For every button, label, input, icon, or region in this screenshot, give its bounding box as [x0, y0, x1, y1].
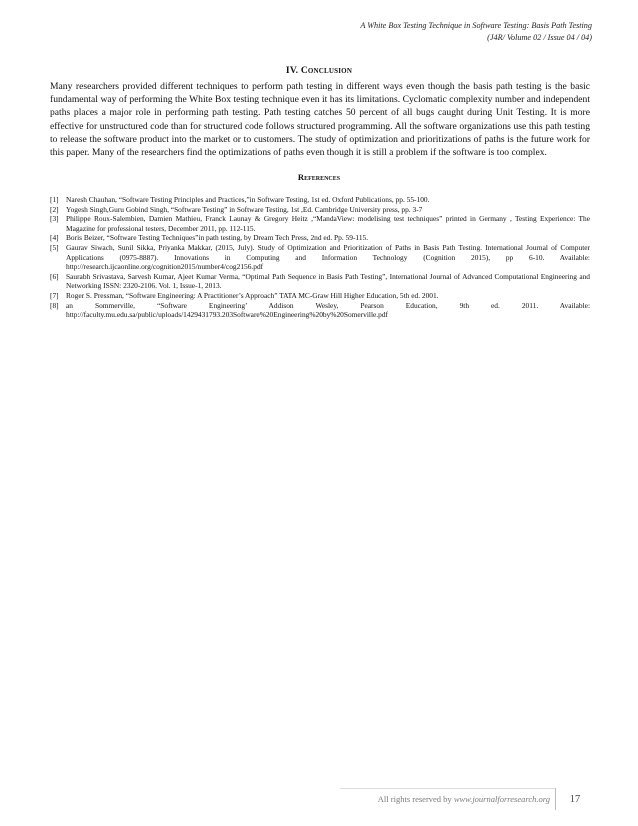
reference-number: [1]: [50, 195, 59, 204]
reference-text: Philippe Roux-Salembien, Damien Mathieu, Franck Launay & Gregory Heitz ,“MandaView: modelising test techniques” printed in Germany , Testing Experience: The Magazine for professional testers, December 2011, pp. 112-115.: [66, 214, 590, 233]
reference-item: [50, 291, 590, 301]
reference-text: Boris Beizer, “Software Testing Techniques”in path testing, by Dream Tech Press, 2nd ed. Pp. 59-115.: [66, 233, 369, 243]
reference-number: [4]: [50, 233, 59, 243]
reference-text: Roger S. Pressman, “Software Engineering: A Practitioner’s Approach” TATA MC-Graw Hill Higher Education, 5th ed. 2001.: [66, 290, 439, 300]
footer-rights-text: All rights reserved by: [377, 794, 454, 804]
reference-number: [3]: [50, 214, 59, 224]
reference-item: [50, 243, 590, 272]
reference-item: [50, 272, 590, 291]
footer-rights: [378, 794, 550, 804]
reference-text: Saurabh Srivastava, Sarvesh Kumar, Ajeet Kumar Verma, “Optimal Path Sequence in Basis Path Testing”, International Journal of Advanced Computational Engineering and Networking ISSN: 2320-2106. Vol. 1, Issue-1, 2013.: [66, 271, 590, 291]
reference-number: [5]: [50, 242, 59, 252]
references-heading: References: [297, 172, 341, 182]
reference-number: [7]: [50, 290, 59, 300]
section-title: Conclusion: [300, 66, 353, 76]
page-footer: [0, 788, 638, 810]
conclusion-paragraph: Many researchers provided different techniques to perform path testing in different ways even though the basis path testing is the basic fundamental way of performing the White Box testing technique even it has its limitations. Cyclomatic complexity number and independent paths places a major role in performing path testing. Path testing catches 50 percent of all bugs caught during Unit Testing. It is more effective for unstructured code than for structured code follows structured programming. All the software organizations use this path testing to release the software product into the market or to customers. The study of optimization and prioritizations of paths is the future work for this paper. Many of the researchers find the optimizations of paths even though it is still a problem if the software is too complex.: [50, 81, 590, 159]
page-number: 17: [555, 788, 594, 810]
reference-text: Gaurav Siwach, Sunil Sikka, Priyanka Makkar, (2015, July). Study of Optimization and Prioritization of Paths in Basis Path Testing. International Journal of Computer Applications (0975-8887). Innovations in Computing and Information Technology (Cognition 2015), pp 6-10. Available: http://research.ijcaonline.org/cognition2015/number4/cog2156.pdf: [66, 242, 590, 272]
reference-text: an Sommerville, “Software Engineering’ Addison Wesley, Pearson Education, 9th ed. 2011. Available: http://faculty.mu.edu.sa/public/uploads/1429431793.203Software%20Engineering%20by%20Somerville.pdf: [66, 300, 590, 320]
section-numeral: IV.: [285, 66, 299, 76]
reference-item: [50, 233, 590, 243]
section-heading: [0, 66, 638, 76]
reference-number: [8]: [50, 300, 59, 310]
header-volume: (J4R/ Volume 02 / Issue 04 / 04): [487, 33, 592, 42]
footer-site-link[interactable]: www.journalforresearch.org: [453, 794, 550, 804]
reference-item: [50, 195, 590, 205]
reference-number: [6]: [50, 271, 59, 281]
reference-item: [50, 301, 590, 320]
reference-item: [50, 205, 590, 215]
footer-rule: [340, 788, 556, 789]
header-title: A White Box Testing Technique in Software Testing: Basis Path Testing: [360, 21, 592, 30]
reference-text: Yogesh Singh,Guru Gobind Singh, “Software Testing” in Software Testing, 1st ,Ed. Cambridge University press, pp. 3-7: [66, 204, 423, 214]
reference-item: [50, 214, 590, 233]
reference-text: Naresh Chauhan, “Software Testing Principles and Practices,”in Software Testing, 1st ed. Oxford Publications, pp. 55-100.: [66, 195, 430, 204]
reference-number: [2]: [50, 204, 59, 214]
running-header: [360, 20, 592, 44]
references-list: [50, 195, 590, 320]
